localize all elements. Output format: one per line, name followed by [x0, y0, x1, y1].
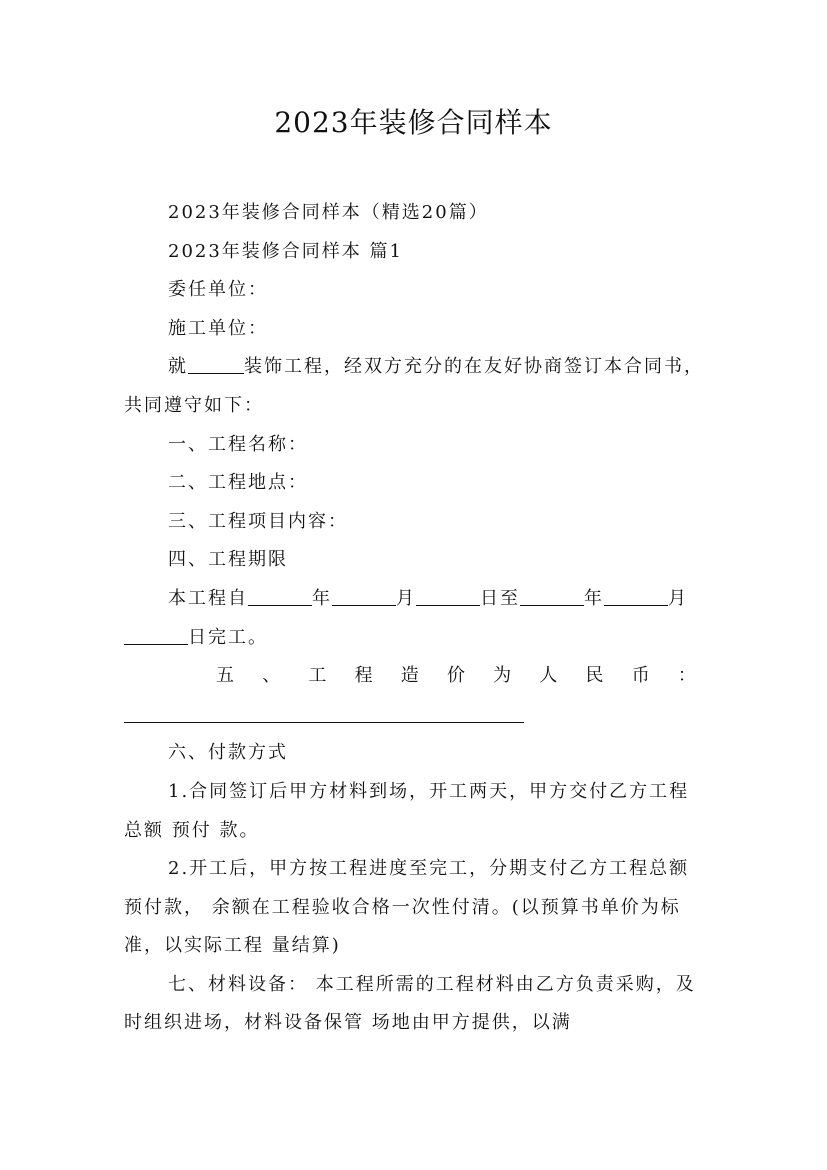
payment-clause-1: 1.合同签订后甲方材料到场，开工两天，甲方交付乙方工程总额 预付 款。: [124, 780, 690, 841]
price-heading-char: 五: [216, 665, 236, 687]
start-month-blank: [332, 585, 396, 606]
price-heading-char: 造: [400, 665, 421, 687]
intro-rest: 装饰工程，经双方充分的在友好协商签订本合同书，共同遵守如下：: [124, 356, 704, 416]
client-label: 委任单位：: [168, 279, 268, 301]
price-heading-char: ：: [677, 665, 698, 687]
document-title: 2023年装修合同样本: [274, 106, 553, 139]
subtitle-paragraph: 2023年装修合同样本（精选20篇）: [168, 202, 489, 223]
price-heading-char: 人: [539, 665, 560, 687]
price-heading-char: 工: [308, 665, 329, 687]
item-materials: 七、材料设备： 本工程所需的工程材料由乙方负责采购，及时组织进场，材料设备保管 场地由甲方提供，以满: [124, 973, 696, 1034]
period-month-1: 月: [396, 587, 416, 609]
payment-clause-2: 2.开工后，甲方按工程进度至完工，分期支付乙方工程总额 预付款， 余额在工程验收合格一次性付清。(以预算书单价为标准，以实际工程 量结算): [124, 858, 690, 957]
item-project-location: 二、工程地点：: [168, 472, 308, 494]
contractor-label: 施工单位：: [168, 317, 268, 339]
part-heading: 2023年装修合同样本 篇1: [168, 240, 403, 262]
price-heading-char: 币: [631, 665, 652, 687]
price-heading-char: 、: [262, 665, 283, 687]
price-heading-char: 为: [493, 665, 514, 687]
item-project-price: [124, 657, 704, 696]
start-day-blank: [416, 585, 480, 606]
intro-paragraph: [124, 348, 704, 425]
end-year-blank: [520, 585, 584, 606]
item-project-period: 四、工程期限: [168, 549, 288, 571]
price-heading-char: 价: [446, 665, 467, 687]
intro-start: 就: [168, 356, 188, 378]
project-name-blank: [188, 353, 244, 374]
period-start: 本工程自: [168, 587, 248, 609]
period-year-1: 年: [312, 587, 332, 609]
price-heading-char: 程: [354, 665, 375, 687]
item-payment-method: 六、付款方式: [168, 742, 288, 764]
end-month-blank: [604, 585, 668, 606]
price-blank: [124, 702, 524, 723]
item-project-content: 三、工程项目内容：: [168, 510, 348, 532]
period-month-2: 月: [668, 587, 688, 609]
period-day-to: 日至: [480, 587, 520, 609]
period-end: 日完工。: [188, 626, 268, 648]
price-heading-char: 民: [585, 665, 606, 687]
end-day-blank: [124, 624, 188, 645]
period-paragraph: [124, 580, 704, 657]
period-year-2: 年: [584, 587, 604, 609]
document-body: [124, 194, 704, 1043]
item-project-name: 一、工程名称：: [168, 433, 308, 455]
start-year-blank: [248, 585, 312, 606]
price-blank-line: [124, 696, 704, 735]
